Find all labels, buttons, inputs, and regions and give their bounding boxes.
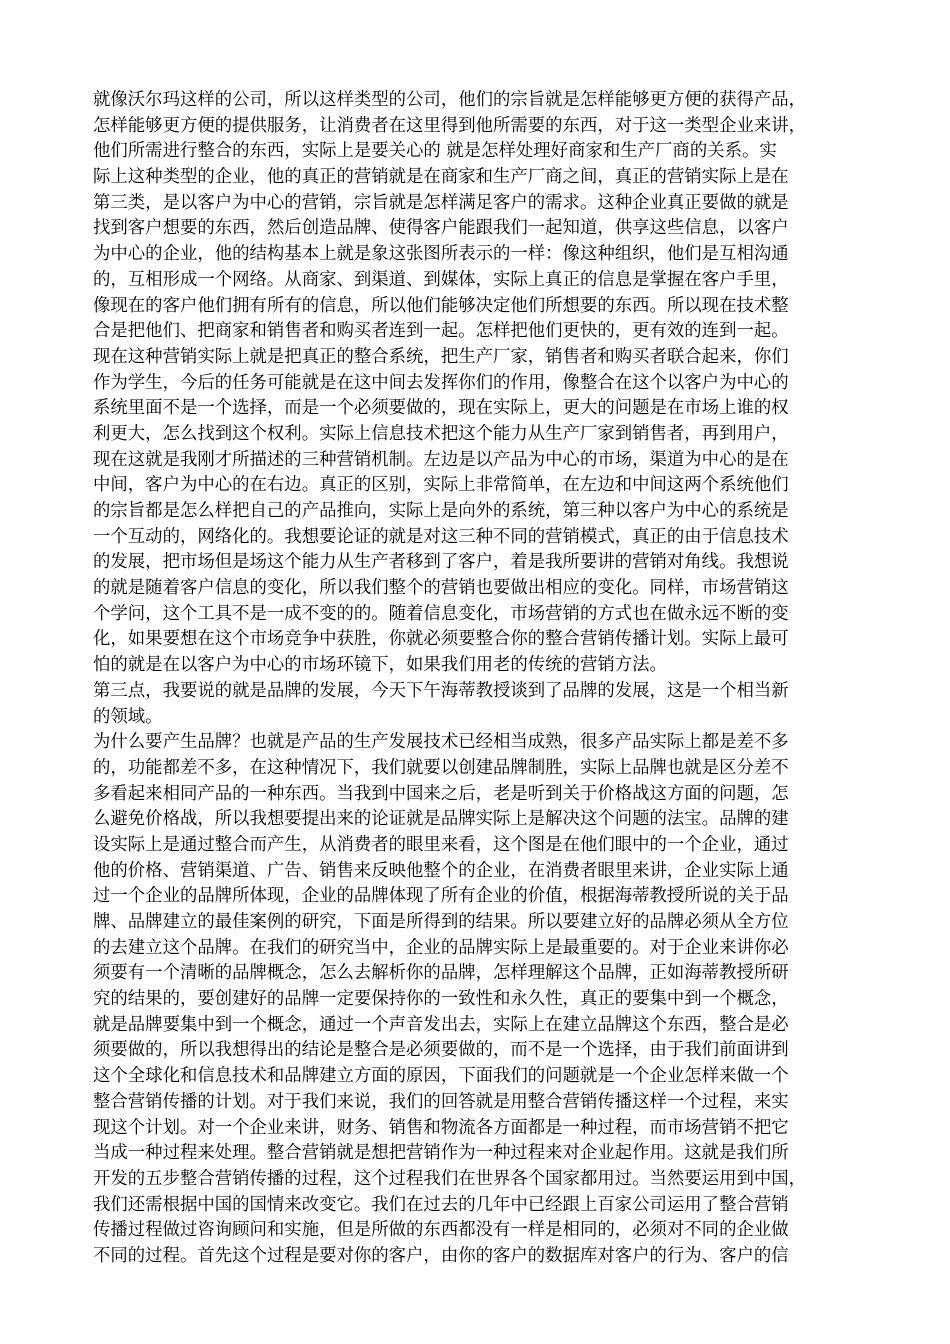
text-line: 多看起来相同产品的一种东西。当我到中国来之后，老是听到关于价格战这方面的问题，怎 [93,783,789,804]
text-line: 么避免价格战，所以我想要提出来的论证就是品牌实际上是解决这个问题的法宝。品牌的建 [93,809,789,830]
paragraph-why-brands [93,730,863,1269]
text-line: 利更大，怎么找到这个权利。实际上信息技术把这个能力从生产厂家到销售者，再到用户， [93,423,789,444]
text-line: 的就是随着客户信息的变化，所以我们整个的营销也要做出相应的变化。同样，市场营销这 [93,578,789,599]
paragraph-integrated-system [93,345,863,679]
text-line: 现在这就是我刚才所描述的三种营销机制。左边是以产品为中心的市场，渠道为中心的是在 [93,449,789,470]
text-line: 究的结果的，要创建好的品牌一定要保持你的一致性和永久性，真正的要集中到一个概念， [93,989,789,1010]
text-line: 找到客户想要的东西，然后创造品牌、使得客户能跟我们一起知道，供享这些信息，以客户 [93,218,789,239]
text-line: 这个全球化和信息技术和品牌建立方面的原因，下面我们的问题就是一个企业怎样来做一个 [93,1066,789,1087]
text-line: 的宗旨都是怎么样把自己的产品推向，实际上是向外的系统，第三种以客户为中心的系统是 [93,501,789,521]
text-line: 为什么要产生品牌？也就是产品的生产发展技术已经相当成熟，很多产品实际上都是差不多 [93,732,789,753]
text-line: 第三点，我要说的就是品牌的发展，今天下午海蒂教授谈到了品牌的发展，这是一个相当新 [93,680,789,701]
text-line: 我们还需根据中国的国情来改变它。我们在过去的几年中已经跟上百家公司运用了整合营销 [93,1194,789,1215]
text-line: 际上这种类型的企业，他的真正的营销就是在商家和生产厂商之间，真正的营销实际上是在 [93,167,789,188]
text-line: 合是把他们、把商家和销售者和购买者连到一起。怎样把他们更快的，更有效的连到一起。 [93,321,789,342]
text-line: 怎样能够更方便的提供服务，让消费者在这里得到他所需要的东西，对于这一类型企业来讲， [93,115,807,136]
text-line: 现在这种营销实际上就是把真正的整合系统，把生产厂家，销售者和购买者联合起来，你们 [93,346,789,367]
text-line: 须要有一个清晰的品牌概念，怎么去解析你的品牌，怎样理解这个品牌，正如海蒂教授所研 [93,963,789,984]
text-line: 化，如果要想在这个市场竞争中获胜，你就必须要整合你的整合营销传播计划。实际上最可 [93,629,789,650]
text-line: 的，功能都差不多，在这种情况下，我们就要以创建品牌制胜，实际上品牌也就是区分差不 [93,757,789,778]
text-line: 不同的过程。首先这个过程是要对你的客户，由你的客户的数据库对客户的行为、客户的信 [93,1245,789,1266]
text-line: 过一个企业的品牌所体现，企业的品牌体现了所有企业的价值，根据海蒂教授所说的关于品 [93,886,789,907]
text-line: 整合营销传播的计划。对于我们来说，我们的回答就是用整合营销传播这样一个过程，来实 [93,1091,789,1112]
text-line: 他们所需进行整合的东西，实际上是要关心的 就是怎样处理好商家和生产厂商的关系。实 [93,141,777,162]
text-line: 一个互动的，网络化的。我想要论证的就是对这三种不同的营销模式，真正的由于信息技术 [93,526,789,547]
text-line: 中间，客户为中心的在右边。真正的区别，实际上非常简单，在左边和中间这两个系统他们 [93,475,789,496]
text-line: 的领域。 [93,706,163,727]
text-line: 怕的就是在以客户为中心的市场环镜下，如果我们用老的传统的营销方法。 [93,655,667,676]
text-line: 开发的五步整合营销传播的过程，这个过程我们在世界各个国家都用过。当然要运用到中国， [93,1168,807,1189]
text-line: 现这个计划。对一个企业来讲，财务、销售和物流各方面都是一种过程，而市场营销不把它 [93,1117,789,1138]
paragraph-walmart-example [93,88,863,345]
text-line: 第三类，是以客户为中心的营销，宗旨就是怎样满足客户的需求。这种企业真正要做的就是 [93,192,789,213]
text-line: 就像沃尔玛这样的公司，所以这样类型的公司，他们的宗旨就是怎样能够更方便的获得产品， [93,90,807,110]
text-line: 为中心的企业，他的结构基本上就是象这张图所表示的一样：像这种组织，他们是互相沟通 [93,244,789,265]
text-line: 的，互相形成一个网络。从商家、到渠道、到媒体，实际上真正的信息是掌握在客户手里， [93,269,789,290]
text-line: 个学问，这个工具不是一成不变的的。随着信息变化，市场营销的方式也在做永远不断的变 [93,603,789,624]
text-line: 他的价格、营销渠道、广告、销售来反映他整个的企业，在消费者眼里来讲，企业实际上通 [93,860,789,881]
text-line: 像现在的客户他们拥有所有的信息，所以他们能够决定他们所想要的东西。所以现在技术整 [93,295,789,316]
text-line: 牌、品牌建立的最佳案例的研究，下面是所得到的结果。所以要建立好的品牌必须从全方位 [93,912,789,932]
text-line: 作为学生，今后的任务可能就是在这中间去发挥你们的作用，像整合在这个以客户为中心的 [93,372,789,393]
text-line: 传播过程做过咨询顾问和实施，但是所做的东西都没有一样是相同的，必须对不同的企业做 [93,1220,789,1241]
text-line: 系统里面不是一个选择，而是一个必须要做的，现在实际上，更大的问题是在市场上谁的权 [93,398,789,419]
text-line: 设实际上是通过整合而产生，从消费者的眼里来看，这个图是在他们眼中的一个企业，通过 [93,834,789,855]
text-line: 就是品牌要集中到一个概念，通过一个声音发出去，实际上在建立品牌这个东西，整合是必 [93,1014,789,1035]
text-line: 须要做的，所以我想得出的结论是整合是必须要做的，而不是一个选择，由于我们前面讲到 [93,1040,789,1061]
text-line: 的去建立这个品牌。在我们的研究当中，企业的品牌实际上是最重要的。对于企业来讲你必 [93,937,789,958]
document-page [93,88,863,1270]
text-line: 当成一种过程来处理。整合营销就是想把营销作为一种过程来对企业起作用。这就是我们所 [93,1143,789,1164]
paragraph-brand-development [93,679,863,730]
text-line: 的发展，把市场但是场这个能力从生产者移到了客户，着是我所要讲的营销对角线。我想说 [93,552,789,573]
